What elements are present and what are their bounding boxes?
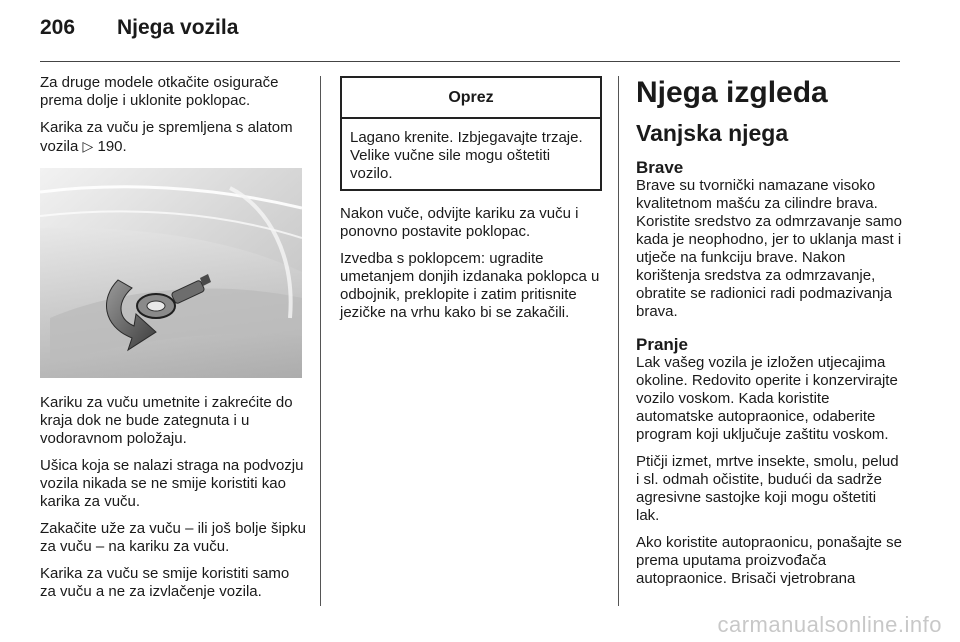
subsection-heading: Vanjska njega: [636, 120, 789, 146]
column-middle: [340, 74, 602, 331]
paragraph: Nakon vuče, odvijte kariku za vuču i ponovno postavite poklopac.: [340, 205, 579, 240]
caution-box: [340, 76, 602, 191]
section-heading: Njega izgleda: [636, 76, 828, 109]
paragraph: Ako koristite autopraonicu, ponašajte se prema uputama proizvođača autopraonice. Brisači vjetrobrana: [636, 534, 902, 587]
column-left: [40, 74, 308, 610]
section-pranje: [636, 335, 902, 588]
column-right: [636, 74, 902, 602]
paragraph: Karika za vuču se smije koristiti samo za vuču a ne za izvlačenje vozila.: [40, 565, 290, 600]
topic-heading: Pranje: [636, 335, 688, 354]
paragraph: Lak vašeg vozila je izložen utjecajima okoline. Redovito operite i konzervirajte vozilo voskom. Kada koristite automatske autopraonice, odaberite program koji uključuje zaštitu voskom.: [636, 354, 898, 443]
page-reference-arrow-icon: ▷: [82, 138, 94, 154]
paragraph: Brave su tvornički namazane visoko kvalitetnom mašću za cilindre brava. Koristite sredstvo za odmrzavanje samo kada je neophodno, jer to uklanja mast i utječe na funkciju brave. Nakon korištenja sredstva za odmrzavanje, obratite se radionici radi podmazivanja brava.: [636, 177, 902, 320]
watermark: carmanualsonline.info: [717, 612, 942, 637]
header-divider: [40, 61, 900, 62]
column-divider-1: [320, 76, 321, 606]
paragraph-with-reference: Karika za vuču je spremljena s alatom vozila ▷ 190.: [40, 119, 293, 155]
caution-title: Oprez: [342, 78, 600, 119]
paragraph: Zakačite uže za vuču – ili još bolje šipku za vuču – na kariku za vuču.: [40, 520, 306, 555]
page-reference[interactable]: 190.: [97, 138, 127, 155]
paragraph: Kariku za vuču umetnite i zakrećite do kraja dok ne bude zategnuta i u vodoravnom položaju.: [40, 394, 293, 447]
page-number: 206: [40, 16, 76, 39]
column-divider-2: [618, 76, 619, 606]
paragraph: Ušica koja se nalazi straga na podvozju vozila nikada se ne smije koristiti kao karika za vuču.: [40, 457, 304, 510]
paragraph: Za druge modele otkačite osigurače prema dolje i uklonite poklopac.: [40, 74, 279, 109]
section-brave: [636, 158, 902, 321]
paragraph: Izvedba s poklopcem: ugradite umetanjem donjih izdanaka poklopca u odbojnik, preklopite i zatim pritisnite jezičke na vrhu kako bi se zakačili.: [340, 250, 600, 321]
paragraph: Ptičji izmet, mrtve insekte, smolu, pelud i sl. odmah očistite, budući da sadrže agresivne sastojke koji mogu oštetiti lak.: [636, 453, 899, 524]
topic-heading: Brave: [636, 158, 684, 177]
chapter-title: Njega vozila: [117, 16, 239, 39]
caution-text: Lagano krenite. Izbjegavajte trzaje. Velike vučne sile mogu oštetiti vozilo.: [350, 129, 583, 182]
tow-eye-illustration: [40, 168, 302, 378]
